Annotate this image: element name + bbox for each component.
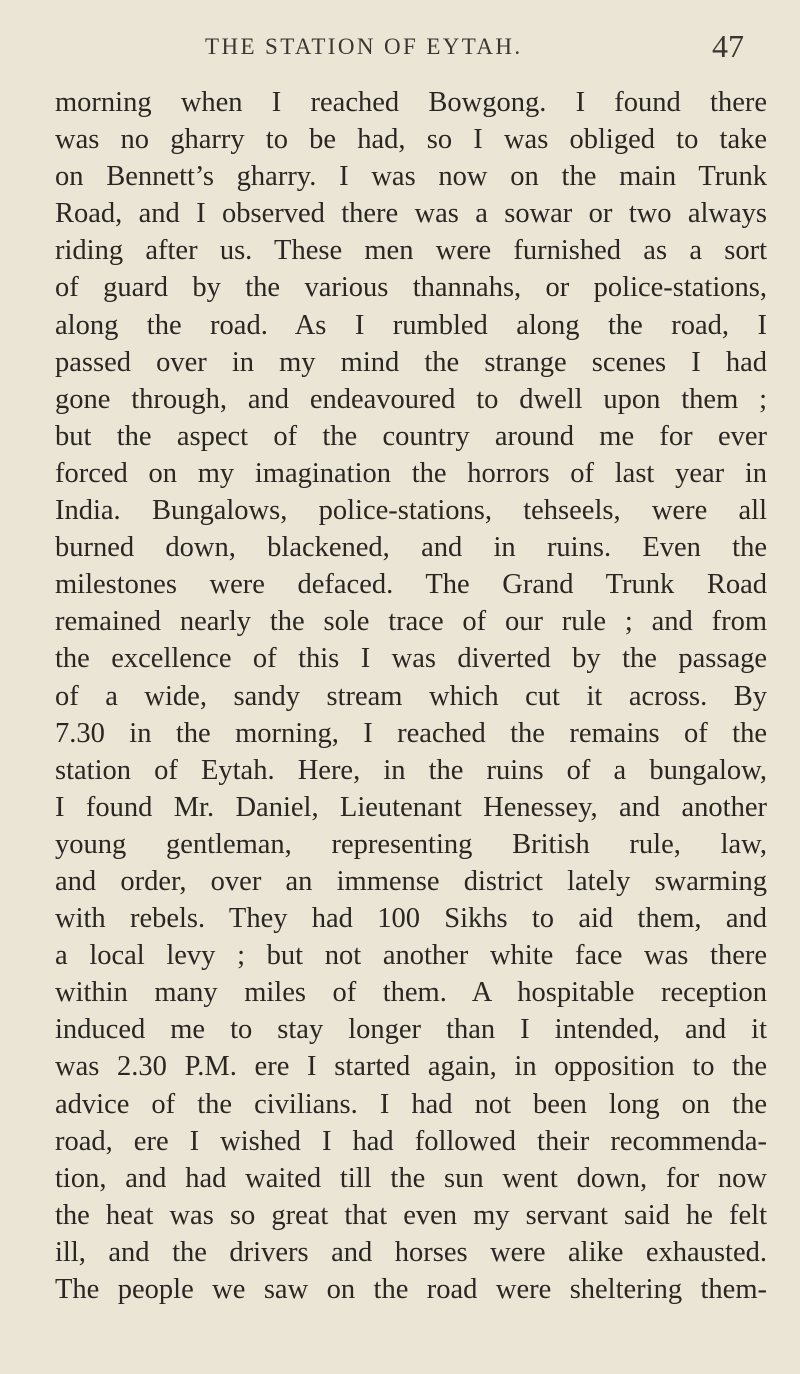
text-line: riding after us. These men were furnished as a sort	[55, 235, 767, 267]
text-line: of guard by the various thannahs, or police-stations,	[55, 272, 767, 304]
page-number: 47	[712, 28, 744, 64]
text-line: station of Eytah. Here, in the ruins of a bungalow,	[55, 754, 767, 786]
text-line: Road, and I observed there was a sowar or two always	[55, 198, 767, 230]
text-line: was no gharry to be had, so I was obliged to take	[55, 124, 767, 156]
text-line: induced me to stay longer than I intended, and it	[55, 1014, 767, 1046]
text-line: a local levy ; but not another white face was there	[55, 940, 767, 972]
text-line: passed over in my mind the strange scenes I had	[55, 346, 767, 378]
text-line: the excellence of this I was diverted by the passage	[55, 643, 767, 675]
text-line: morning when I reached Bowgong. I found there	[55, 87, 767, 118]
text-line: 7.30 in the morning, I reached the remains of the	[55, 717, 767, 749]
text-line: remained nearly the sole trace of our rule ; and from	[55, 606, 767, 638]
text-line: young gentleman, representing British rule, law,	[55, 828, 767, 860]
text-line: The people we saw on the road were sheltering them-	[55, 1274, 767, 1305]
text-line: on Bennett’s gharry. I was now on the main Trunk	[55, 161, 767, 193]
running-head	[0, 28, 800, 68]
text-line: and order, over an immense district lately swarming	[55, 865, 767, 897]
text-line: India. Bungalows, police-stations, tehseels, were all	[55, 495, 767, 527]
text-line: the heat was so great that even my servant said he felt	[55, 1199, 767, 1231]
text-line: ill, and the drivers and horses were alike exhausted.	[55, 1236, 767, 1268]
text-line: but the aspect of the country around me for ever	[55, 420, 767, 452]
text-line: tion, and had waited till the sun went down, for now	[55, 1162, 767, 1194]
text-line: milestones were defaced. The Grand Trunk Road	[55, 569, 767, 601]
text-line: with rebels. They had 100 Sikhs to aid them, and	[55, 903, 767, 935]
text-line: within many miles of them. A hospitable reception	[55, 977, 767, 1009]
text-line: road, ere I wished I had followed their recommenda-	[55, 1125, 767, 1157]
text-line: I found Mr. Daniel, Lieutenant Henessey, and another	[55, 791, 767, 823]
body-text	[55, 84, 767, 1308]
running-title: THE STATION OF EYTAH.	[205, 34, 523, 59]
text-line: burned down, blackened, and in ruins. Even the	[55, 532, 767, 564]
text-line: forced on my imagination the horrors of last year in	[55, 457, 767, 489]
text-line: was 2.30 P.M. ere I started again, in opposition to the	[55, 1051, 767, 1083]
text-line: along the road. As I rumbled along the road, I	[55, 309, 767, 341]
text-line: advice of the civilians. I had not been long on the	[55, 1088, 767, 1120]
text-line: gone through, and endeavoured to dwell upon them ;	[55, 383, 767, 415]
text-line: of a wide, sandy stream which cut it across. By	[55, 680, 767, 712]
